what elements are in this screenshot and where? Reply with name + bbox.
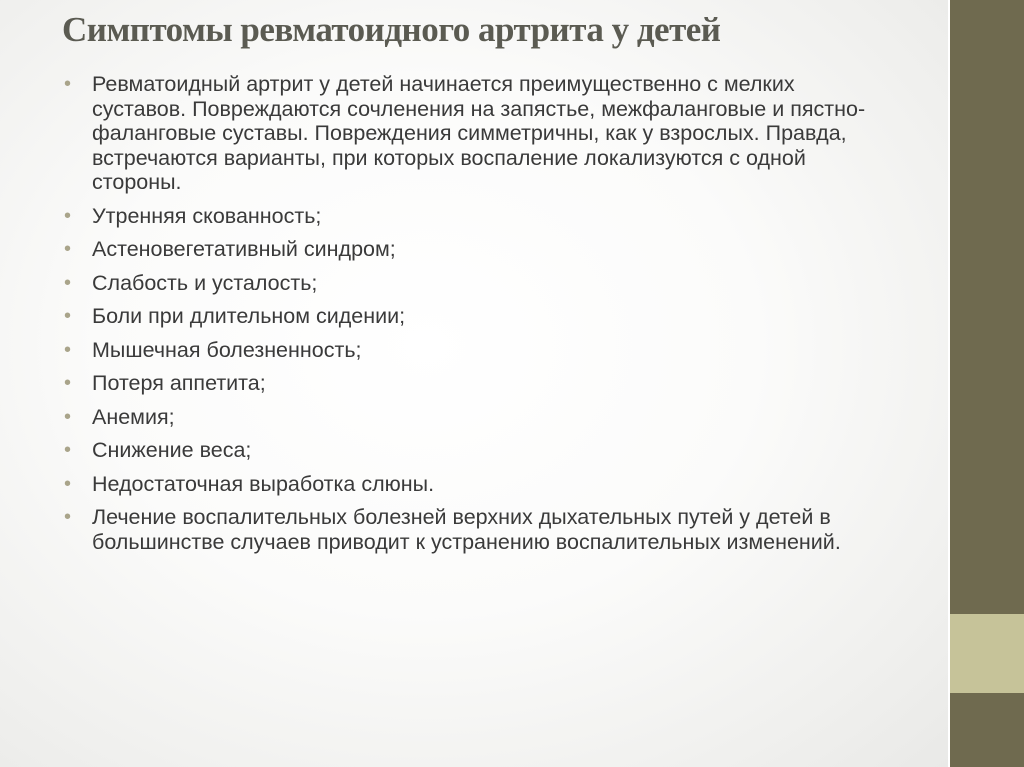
list-item — [64, 237, 894, 262]
list-item-text: Снижение веса; — [92, 438, 252, 462]
list-item-text: Лечение воспалительных болезней верхних дыхательных путей у детей в большинстве случаев приводит к устранению воспалительных изменений. — [92, 505, 841, 554]
list-item — [64, 72, 894, 195]
slide-title: Симптомы ревматоидного артрита у детей — [62, 10, 721, 49]
bullet-icon: • — [64, 238, 72, 260]
list-item — [64, 505, 894, 554]
list-item-text: Боли при длительном сидении; — [92, 304, 406, 328]
list-item-text: Анемия; — [92, 404, 175, 429]
bullet-icon: • — [64, 338, 72, 361]
symptom-list — [64, 72, 894, 563]
list-item — [64, 472, 894, 497]
bullet-icon: • — [64, 472, 72, 495]
list-item-text: Потеря аппетита; — [92, 371, 266, 395]
bullet-icon: • — [64, 73, 72, 95]
list-item-text: Утренняя скованность; — [92, 203, 322, 228]
list-item — [64, 204, 894, 229]
list-item — [64, 438, 894, 463]
list-item — [64, 271, 894, 296]
list-item-text: Астеновегетативный синдром; — [92, 237, 396, 261]
list-item — [64, 338, 894, 363]
list-item-text: Ревматоидный артрит у детей начинается преимущественно с мелких суставов. Повреждаются сочленения на запястье, межфаланговые и пястно-фаланговые суставы. Повреждения симметричны, как у взрослых. Правда, встречаются варианты, при которых воспаление локализуются с одной стороны. — [92, 72, 866, 194]
bullet-icon: • — [64, 405, 72, 428]
bullet-icon: • — [64, 439, 72, 461]
list-item — [64, 304, 894, 329]
bullet-icon: • — [64, 204, 72, 227]
list-item-text: Недостаточная выработка слюны. — [92, 471, 435, 496]
list-item — [64, 405, 894, 430]
list-item — [64, 371, 894, 396]
bullet-icon: • — [64, 372, 72, 394]
bullet-icon: • — [64, 506, 72, 528]
list-item-text: Слабость и усталость; — [92, 270, 318, 295]
list-item-text: Мышечная болезненность; — [92, 337, 362, 362]
bullet-icon: • — [64, 305, 72, 327]
bullet-icon: • — [64, 271, 72, 294]
side-decoration-accent — [950, 614, 1024, 693]
